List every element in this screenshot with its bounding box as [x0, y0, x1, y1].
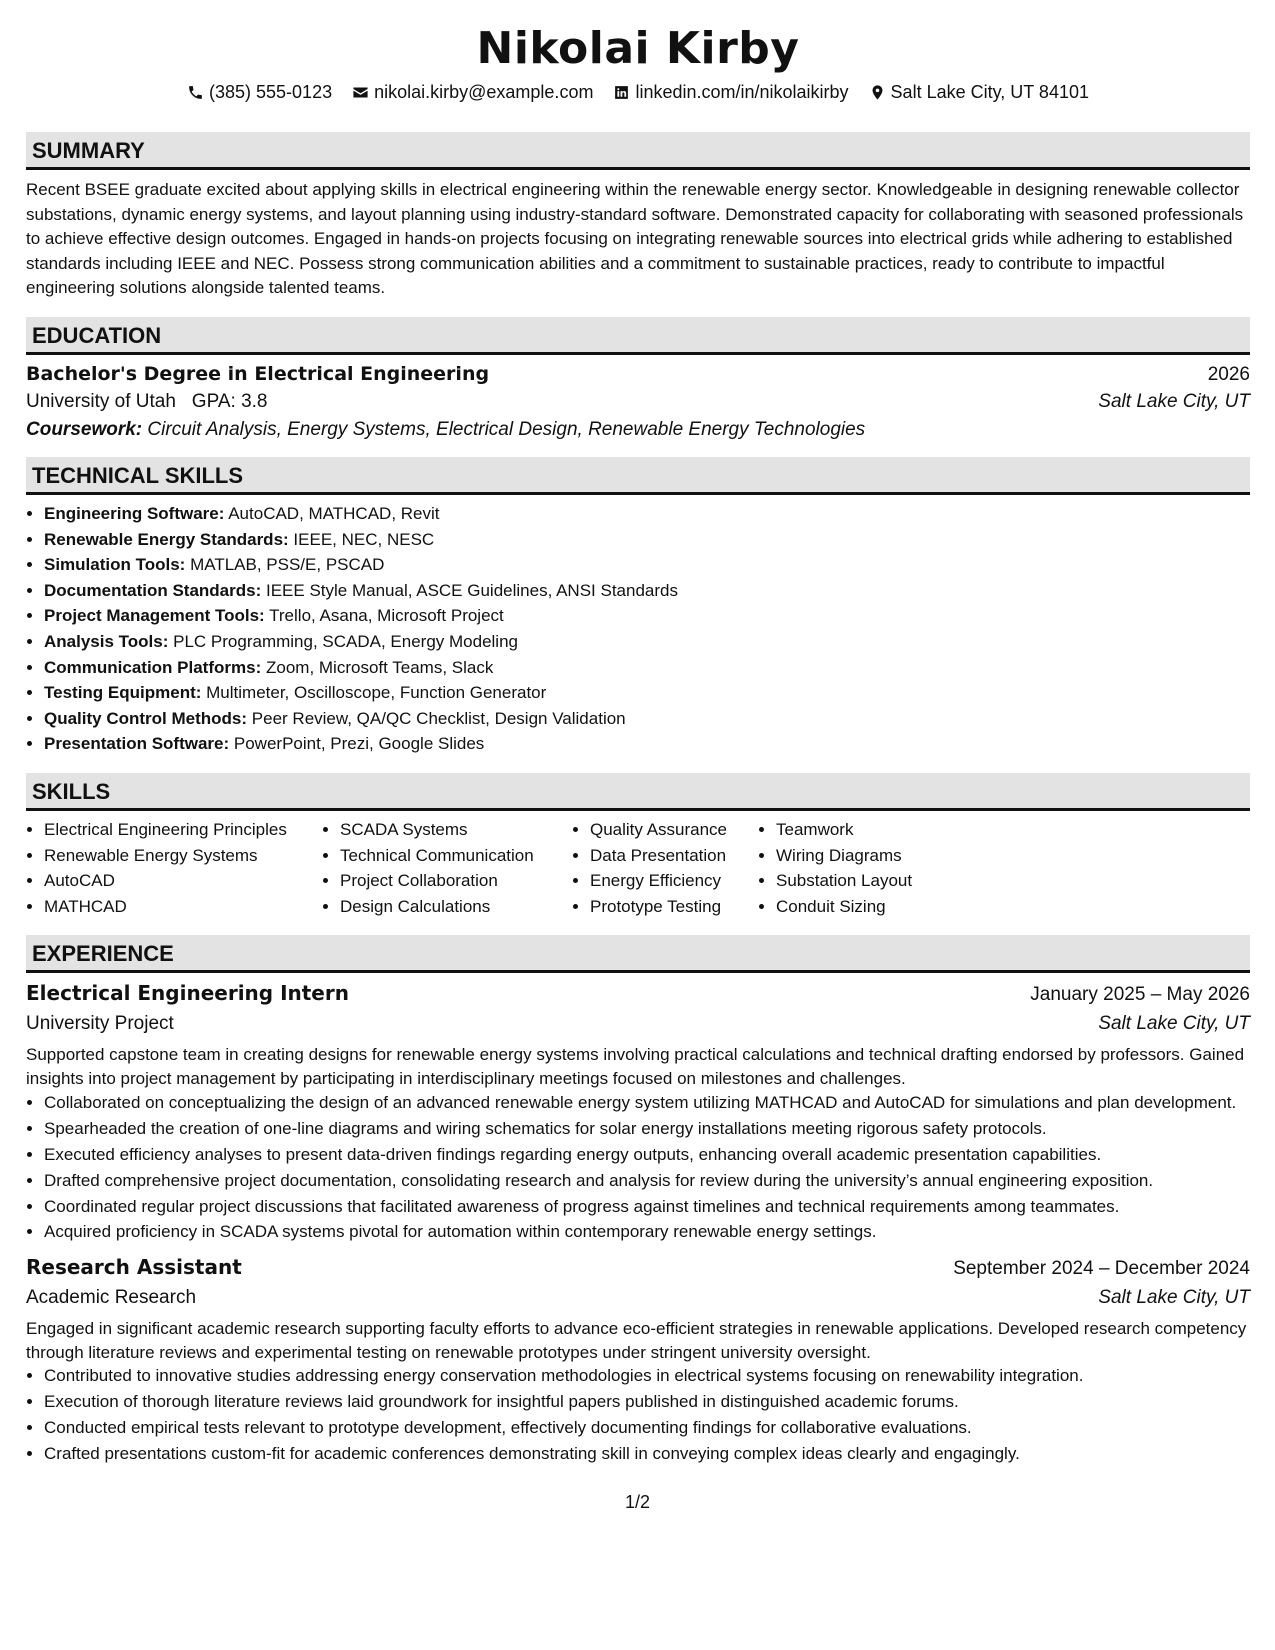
job-dates: September 2024 – December 2024 — [953, 1257, 1250, 1279]
skills-heading: SKILLS — [26, 773, 1250, 811]
skill-value: Zoom, Microsoft Teams, Slack — [265, 657, 494, 677]
skill-label: Engineering Software: — [44, 503, 225, 523]
skills-column-2 — [322, 817, 572, 919]
list-item: • Crafted presentations custom-fit for academic conferences demonstrating skill in conveying complex ideas clearly and engagingly. — [44, 1442, 1250, 1466]
list-item — [44, 655, 1250, 681]
skill-value: PLC Programming, SCADA, Energy Modeling — [173, 631, 518, 651]
summary-text: Recent BSEE graduate excited about applying skills in electrical engineering within the renewable energy sector. Knowledgeable in designing renewable collector substations, dynamic energy systems, and layout planning using industry-standard software. Demonstrated capacity for collaborating with seasoned professionals to achieve effective design outcomes. Engaged in hands-on projects focusing on integrating renewable sources into electrical grids while adhering to established standards including IEEE and NEC. Possess strong communication abilities and a commitment to sustainable practices, ready to contribute to impactful engineering solutions alongside talented teams. — [26, 180, 1244, 298]
phone-icon — [187, 84, 204, 101]
contact-email[interactable] — [352, 80, 593, 104]
linkedin-icon — [613, 84, 630, 101]
summary-heading: SUMMARY — [26, 132, 1250, 170]
list-item: • AutoCAD — [44, 868, 322, 894]
experience-heading: EXPERIENCE — [26, 935, 1250, 973]
list-item: • Conducted empirical tests relevant to prototype development, effectively documenting findings for collaborative evaluations. — [44, 1416, 1250, 1440]
technical-skills-list — [26, 501, 1250, 757]
skill-value: MATLAB, PSS/E, PSCAD — [190, 555, 385, 575]
list-item — [44, 501, 1250, 527]
skills-column-3 — [572, 817, 758, 919]
skill-label: Communication Platforms: — [44, 657, 262, 677]
job-org-row — [26, 1287, 1250, 1309]
skill-value: Multimeter, Oscilloscope, Function Generator — [206, 683, 547, 703]
skill-label: Presentation Software: — [44, 734, 230, 754]
skill-label: Renewable Energy Standards: — [44, 529, 289, 549]
list-item: • Teamwork — [776, 817, 976, 843]
list-item: • Contributed to innovative studies addressing energy conservation methodologies in electrical systems focusing on renewability integration. — [44, 1364, 1250, 1388]
skill-label: Quality Control Methods: — [44, 708, 248, 728]
list-item — [44, 706, 1250, 732]
job-title-row — [26, 981, 1250, 1006]
list-item: • Technical Communication — [340, 843, 572, 869]
list-item: • Execution of thorough literature reviews laid groundwork for insightful papers published in distinguished academic forums. — [44, 1390, 1250, 1414]
coursework-label: Coursework: — [26, 418, 143, 440]
education-institution-row — [26, 391, 1250, 413]
list-item: • MATHCAD — [44, 894, 322, 920]
job-entry — [26, 1255, 1250, 1467]
list-item: • Wiring Diagrams — [776, 843, 976, 869]
list-item — [44, 731, 1250, 757]
education-location: Salt Lake City, UT — [1098, 390, 1250, 412]
institution-name: University of Utah — [26, 390, 176, 412]
list-item: • Data Presentation — [590, 843, 758, 869]
job-bullets — [26, 1091, 1250, 1245]
list-item — [44, 578, 1250, 604]
skill-label: Testing Equipment: — [44, 683, 202, 703]
institution-line — [26, 391, 267, 413]
list-item: • Executed efficiency analyses to present data-driven findings regarding energy outputs, enhancing overall academic presentation capabilities. — [44, 1143, 1250, 1167]
contact-location-text: Salt Lake City, UT 84101 — [890, 82, 1089, 102]
candidate-name: Nikolai Kirby — [476, 23, 800, 74]
list-item: • Substation Layout — [776, 868, 976, 894]
list-item: • Prototype Testing — [590, 894, 758, 920]
gpa: GPA: 3.8 — [191, 390, 268, 412]
contact-location — [869, 80, 1089, 104]
page-number: 1/2 — [624, 1492, 651, 1512]
list-item: • Quality Assurance — [590, 817, 758, 843]
list-item: • Conduit Sizing — [776, 894, 976, 920]
envelope-icon — [352, 84, 369, 101]
skill-label: Documentation Standards: — [44, 580, 262, 600]
contact-linkedin[interactable] — [613, 80, 848, 104]
list-item — [44, 552, 1250, 578]
contact-linkedin-text: linkedin.com/in/nikolaikirby — [635, 82, 849, 102]
skill-value: IEEE, NEC, NESC — [293, 529, 435, 549]
job-title: Electrical Engineering Intern — [26, 981, 349, 1006]
coursework-list: Circuit Analysis, Energy Systems, Electrical Design, Renewable Energy Technologies — [147, 418, 866, 440]
job-bullets — [26, 1364, 1250, 1466]
contact-bar — [26, 80, 1250, 104]
skill-label: Analysis Tools: — [44, 631, 169, 651]
skill-label: Simulation Tools: — [44, 555, 186, 575]
education-degree-row — [26, 363, 1250, 386]
skill-value: AutoCAD, MATHCAD, Revit — [228, 503, 440, 523]
list-item: • SCADA Systems — [340, 817, 572, 843]
skill-value: Trello, Asana, Microsoft Project — [269, 606, 504, 626]
list-item: • Project Collaboration — [340, 868, 572, 894]
list-item — [44, 629, 1250, 655]
education-heading: EDUCATION — [26, 317, 1250, 355]
job-title: Research Assistant — [26, 1254, 242, 1279]
degree-title: Bachelor's Degree in Electrical Engineering — [26, 362, 490, 385]
job-dates: January 2025 – May 2026 — [1030, 984, 1250, 1006]
skills-column-1 — [26, 817, 322, 919]
list-item: • Spearheaded the creation of one-line diagrams and wiring schematics for solar energy installations meeting rigorous safety protocols. — [44, 1117, 1250, 1141]
job-org: Academic Research — [26, 1286, 197, 1308]
skills-column-4 — [758, 817, 976, 919]
job-entry — [26, 981, 1250, 1245]
contact-email-text: nikolai.kirby@example.com — [374, 82, 594, 102]
job-summary: Engaged in significant academic research supporting faculty efforts to advance eco-efficient strategies in renewable applications. Developed research competency through literature reviews and experimental testing on renewable prototypes under stringent university oversight. — [26, 1318, 1247, 1362]
resume-page — [26, 0, 1250, 1468]
contact-phone-text: (385) 555-0123 — [209, 82, 333, 102]
job-location: Salt Lake City, UT — [1098, 1013, 1250, 1035]
list-item — [44, 603, 1250, 629]
list-item: • Electrical Engineering Principles — [44, 817, 322, 843]
list-item: • Drafted comprehensive project documentation, consolidating research and analysis for review during the university’s annual engineering exposition. — [44, 1169, 1250, 1193]
skill-value: Peer Review, QA/QC Checklist, Design Validation — [251, 708, 626, 728]
list-item: • Energy Efficiency — [590, 868, 758, 894]
job-org: University Project — [26, 1013, 174, 1035]
coursework — [26, 419, 1250, 441]
list-item — [44, 527, 1250, 553]
list-item: • Design Calculations — [340, 894, 572, 920]
contact-phone — [187, 80, 332, 104]
job-location: Salt Lake City, UT — [1098, 1286, 1250, 1308]
map-pin-icon — [869, 84, 886, 101]
skill-value: IEEE Style Manual, ASCE Guidelines, ANSI Standards — [265, 580, 678, 600]
skills-grid — [26, 817, 1250, 919]
skill-value: PowerPoint, Prezi, Google Slides — [233, 734, 485, 754]
list-item: • Coordinated regular project discussions that facilitated awareness of progress against timelines and technical requirements among teammates. — [44, 1195, 1250, 1219]
list-item: • Acquired proficiency in SCADA systems pivotal for automation within contemporary renewable energy settings. — [44, 1220, 1250, 1244]
job-title-row — [26, 1255, 1250, 1280]
list-item — [44, 680, 1250, 706]
job-org-row — [26, 1013, 1250, 1035]
list-item: • Collaborated on conceptualizing the design of an advanced renewable energy system utilizing MATHCAD and AutoCAD for simulations and plan development. — [44, 1091, 1250, 1115]
degree-year: 2026 — [1207, 363, 1250, 385]
skill-label: Project Management Tools: — [44, 606, 265, 626]
technical-skills-heading: TECHNICAL SKILLS — [26, 457, 1250, 495]
list-item: • Renewable Energy Systems — [44, 843, 322, 869]
job-summary: Supported capstone team in creating designs for renewable energy systems involving practical calculations and technical drafting endorsed by professors. Gained insights into project management by participating in interdisciplinary meetings focused on milestones and challenges. — [26, 1045, 1245, 1089]
